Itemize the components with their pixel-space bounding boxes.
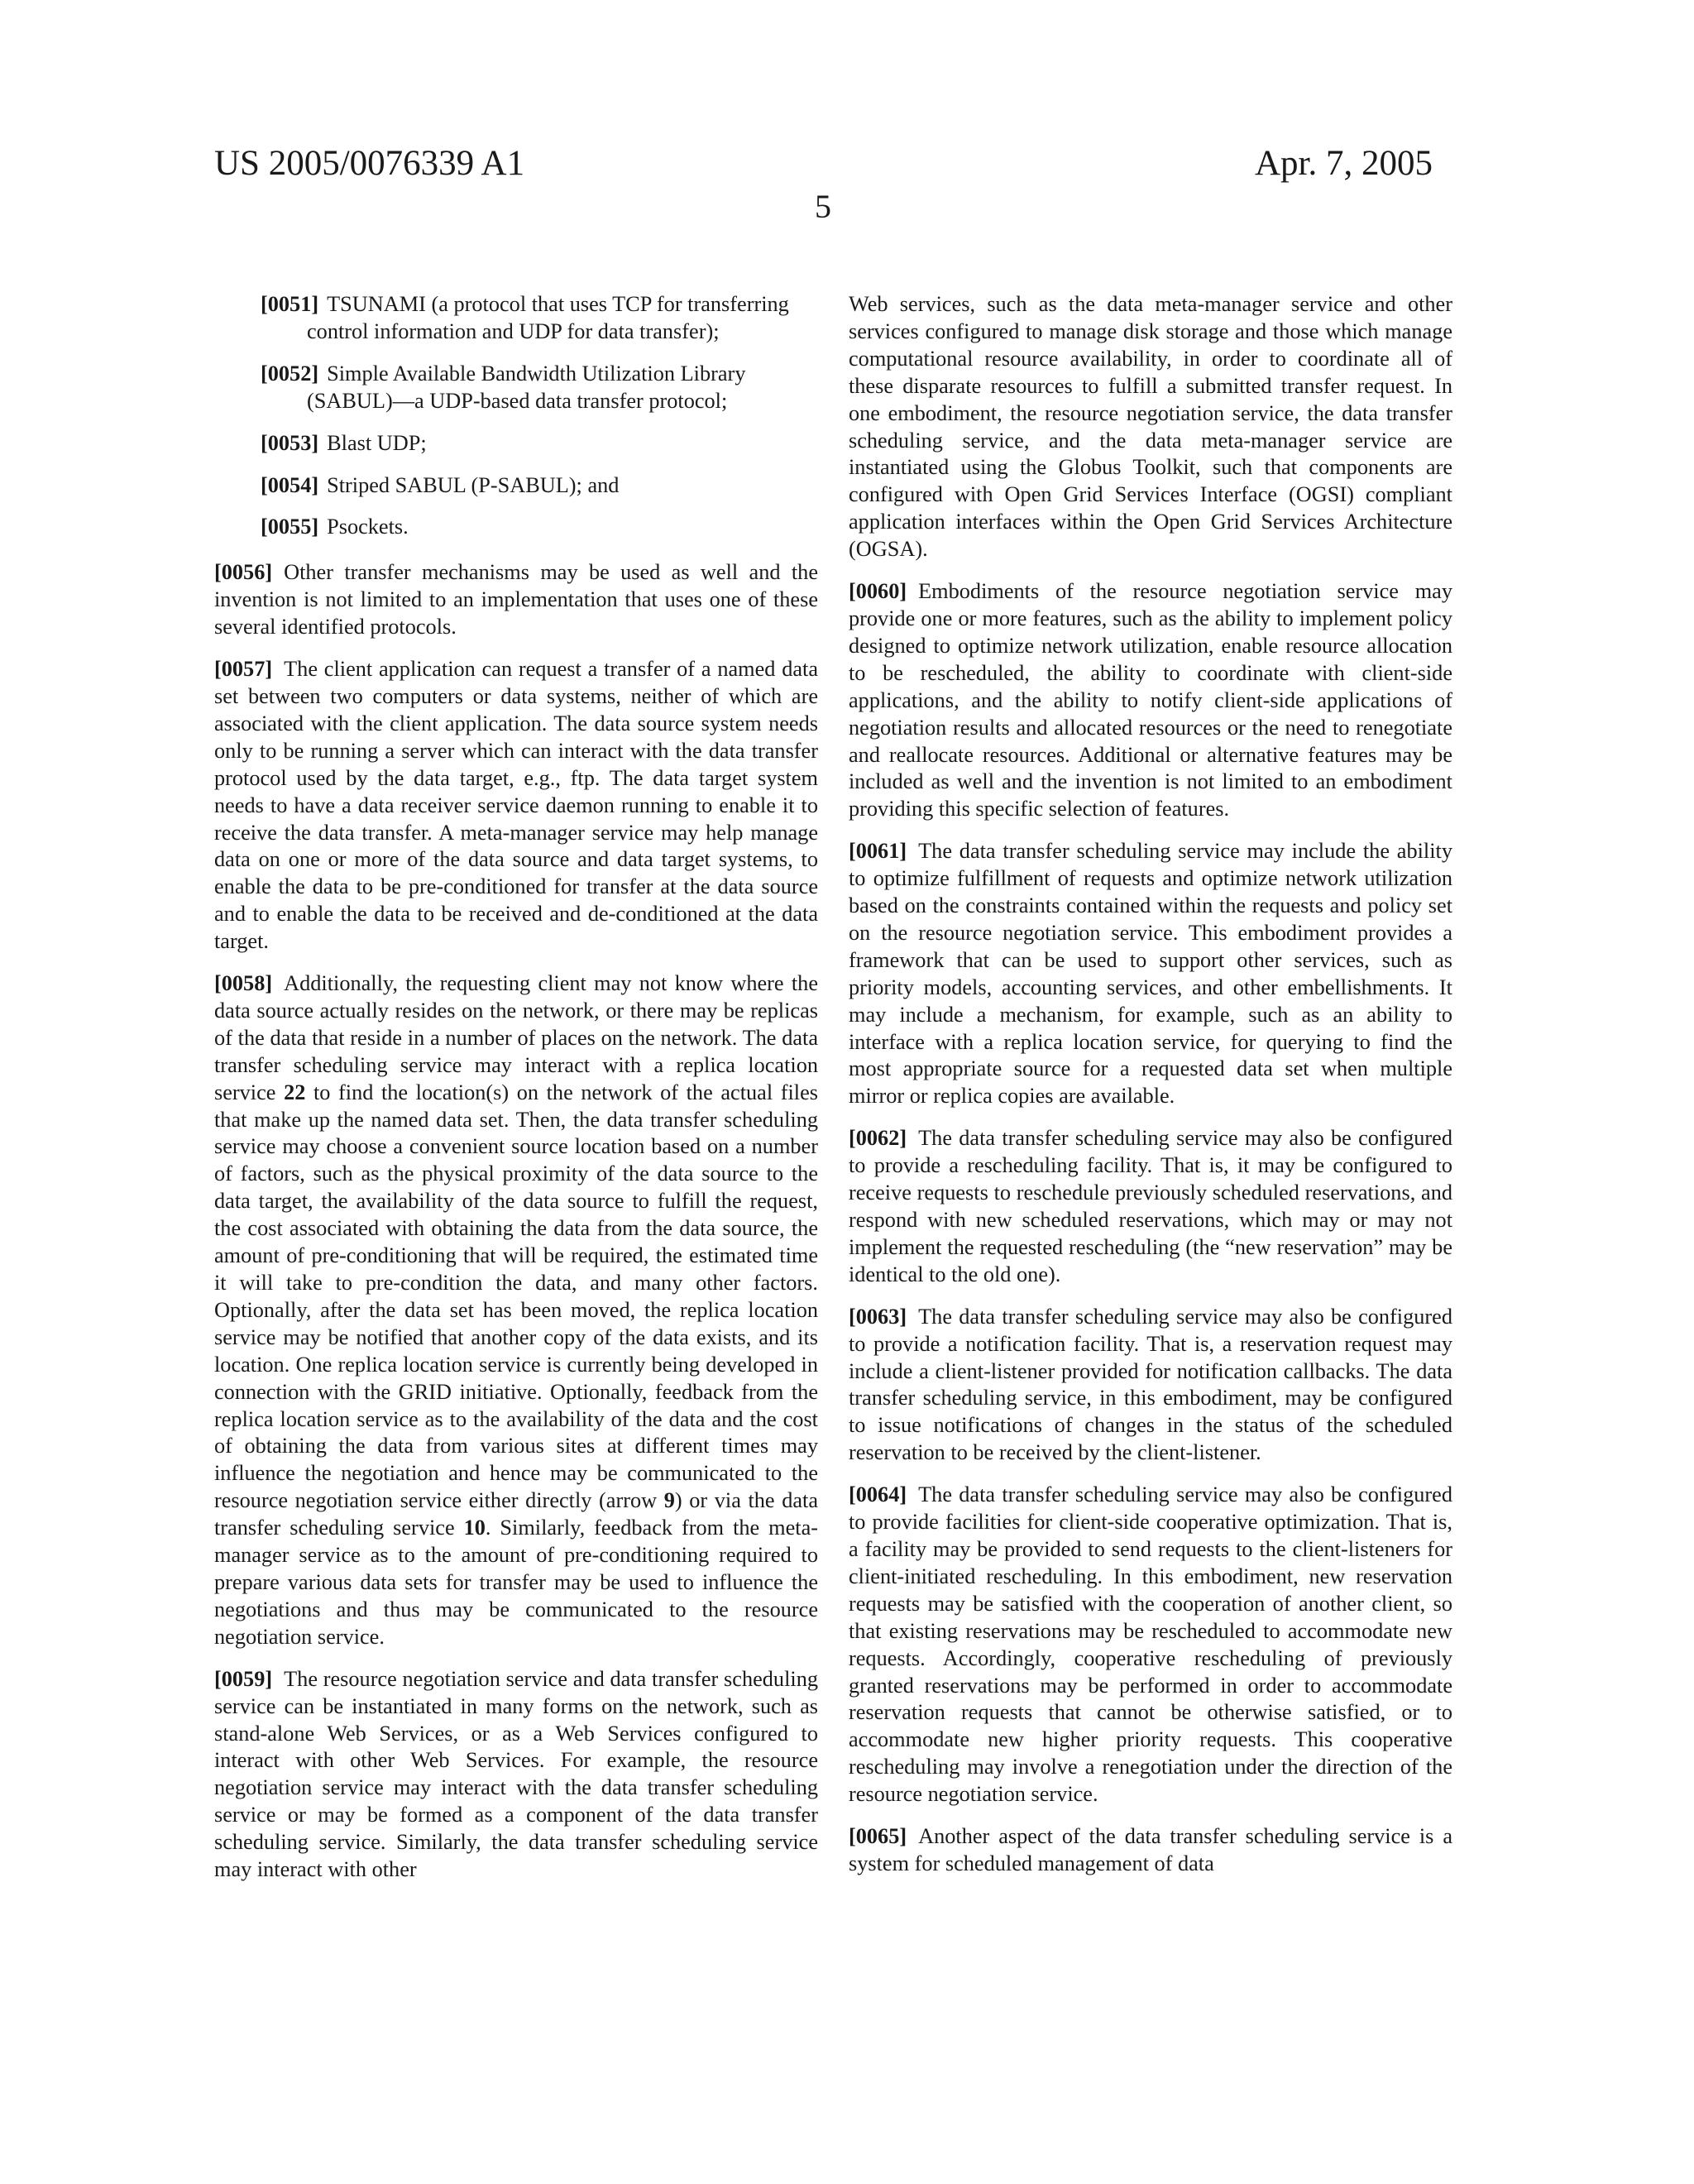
paragraph-number: [0058] <box>214 971 273 996</box>
paragraph-text: The data transfer scheduling service may also be configured to provide facilities for client-side cooperative optimization. That is, a facility may be provided to send requests to the client-listeners for client-initiated rescheduling. In this embodiment, new reservation requests may be satisfied with the cooperation of another client, so that existing reservations may be rescheduled to accommodate new requests. Accordingly, cooperative rescheduling of previously granted reservations may be performed in order to accommodate reservation requests that cannot be otherwise satisfied, or to accommodate new higher priority requests. This cooperative rescheduling may involve a renegotiation under the direction of the resource negotiation service. <box>849 1482 1452 1807</box>
paragraph-text: Simple Available Bandwidth Utilization Library (SABUL)—a UDP-based data transfer protocol; <box>307 361 746 413</box>
paragraph-text: Psockets. <box>327 515 409 539</box>
paragraph-text: The data transfer scheduling service may include the ability to optimize fulfillment of requests and optimize network utilization based on the constraints contained within the requests and policy set on the resource negotiation service. This embodiment provides a framework that can be used to support other services, such as priority models, accounting services, and other embellishments. It may include a mechanism, for example, such as an ability to interface with a replica location service, for querying to find the most appropriate source for a requested data set when multiple mirror or replica copies are available. <box>849 839 1452 1109</box>
paragraph-text: ) or via the data transfer scheduling service <box>214 1488 818 1540</box>
paragraph-text: Other transfer mechanisms may be used as well and the invention is not limited to an implementation that uses one of these several identified protocols. <box>214 560 818 639</box>
reference-numeral: 10 <box>463 1516 486 1540</box>
paragraph-text: Additionally, the requesting client may not know where the data source actually resides on the network, or there may be replicas of the data that reside in a number of places on the network. The data transfer scheduling service may interact with a replica location service <box>214 971 818 1104</box>
paragraph-0061 <box>849 838 1452 1110</box>
publication-date: Apr. 7, 2005 <box>1255 144 1433 183</box>
paragraph-0052 <box>261 361 818 415</box>
reference-numeral: 9 <box>663 1488 675 1513</box>
paragraph-number: [0051] <box>261 292 319 316</box>
paragraph-0057 <box>214 656 818 956</box>
paragraph-text: Embodiments of the resource negotiation service may provide one or more features, such as the ability to implement policy designed to optimize network utilization, enable resource allocation to be rescheduled, the ability to coordinate with client-side applications, and the ability to notify client-side applications of negotiation results and allocated resources or the need to renegotiate and reallocate resources. Additional or alternative features may be included as well and the invention is not limited to an embodiment providing this specific selection of features. <box>849 579 1452 821</box>
paragraph-number: [0065] <box>849 1824 907 1849</box>
paragraph-text: The client application can request a transfer of a named data set between two computers or data systems, neither of which are associated with the client application. The data source system needs only to be running a server which can interact with the data transfer protocol used by the data target, e.g., ftp. The data target system needs to have a data receiver service daemon running to enable it to receive the data transfer. A meta-manager service may help manage data on one or more of the data source and data target systems, to enable the data to be pre-conditioned for transfer at the data source and to enable the data to be received and de-conditioned at the data target. <box>214 657 818 954</box>
paragraph-text: Web services, such as the data meta-manager service and other services configured to manage disk storage and those which manage computational resource availability, in order to coordinate all of these disparate resources to fulfill a submitted transfer request. In one embodiment, the resource negotiation service, the data transfer scheduling service, and the data meta-manager service are instantiated using the Globus Toolkit, such that components are configured with Open Grid Services Interface (OGSI) compliant application interfaces within the Open Grid Services Architecture (OGSA). <box>849 292 1452 562</box>
paragraph-text: to find the location(s) on the network of the actual files that make up the named data set. Then, the data transfer scheduling service may choose a convenient source location based on a number of factors, such as the physical proximity of the data source to the data target, the availability of the data source to fulfill the request, the cost associated with obtaining the data from the data source, the amount of pre-conditioning that will be required, the estimated time it will take to pre-condition the data, and many other factors. Optionally, after the data set has been moved, the replica location service may be notified that another copy of the data exists, and its location. One replica location service is currently being developed in connection with the GRID initiative. Optionally, feedback from the replica location service as to the availability of the data and the cost of obtaining the data from various sites at different times may influence the negotiation and hence may be communicated to the resource negotiation service either directly (arrow <box>214 1080 818 1513</box>
paragraph-text: Blast UDP; <box>327 430 427 455</box>
paragraph-0051 <box>261 291 818 346</box>
paragraph-text: . Similarly, feedback from the meta-manager service as to the amount of pre-conditioning required to prepare various data sets for transfer may be used to influence the negotiations and thus may be communicated to the resource negotiation service. <box>214 1516 819 1649</box>
paragraph-text: The resource negotiation service and data transfer scheduling service can be instantiated in many forms on the network, such as stand-alone Web Services, or as a Web Services configured to interact with other Web Services. For example, the resource negotiation service may interact with the data transfer scheduling service or may be formed as a component of the data transfer scheduling service. Similarly, the data transfer scheduling service may interact with other <box>214 1666 818 1882</box>
paragraph-0060 <box>849 578 1452 823</box>
paragraph-text: TSUNAMI (a protocol that uses TCP for transferring control information and UDP for data transfer); <box>307 292 789 343</box>
paragraph-number: [0054] <box>261 472 319 497</box>
paragraph-text: Striped SABUL (P-SABUL); and <box>327 472 620 497</box>
paragraph-0064 <box>849 1482 1452 1808</box>
paragraph-0056 <box>214 559 818 641</box>
paragraph-number: [0062] <box>849 1126 907 1151</box>
paragraph-0062 <box>849 1125 1452 1288</box>
paragraph-text: The data transfer scheduling service may also be configured to provide a rescheduling facility. That is, it may be configured to receive requests to reschedule previously scheduled reservations, and respond with new scheduled reservations, which may or may not implement the requested rescheduling (the “new reservation” may be identical to the old one). <box>849 1126 1452 1286</box>
paragraph-0059 <box>214 1666 818 1884</box>
left-column <box>214 291 818 1884</box>
page-number: 5 <box>815 188 831 225</box>
reference-numeral: 22 <box>284 1080 306 1104</box>
paragraph-number: [0060] <box>849 579 907 604</box>
paragraph-number: [0055] <box>261 515 319 539</box>
paragraph-0053 <box>261 430 818 457</box>
right-column <box>849 291 1452 1878</box>
paragraph-text: Another aspect of the data transfer scheduling service is a system for scheduled management of data <box>849 1824 1452 1875</box>
paragraph-number: [0052] <box>261 361 319 386</box>
paragraph-0059-continued <box>849 291 1452 563</box>
paragraph-0058 <box>214 970 818 1651</box>
paragraph-number: [0059] <box>214 1666 273 1691</box>
paragraph-0063 <box>849 1304 1452 1467</box>
paragraph-0054 <box>261 472 818 500</box>
paragraph-text: The data transfer scheduling service may also be configured to provide a notification facility. That is, a reservation request may include a client-listener provided for notification callbacks. The data transfer scheduling service, in this embodiment, may be configured to issue notifications of changes in the status of the scheduled reservation to be received by the client-listener. <box>849 1304 1452 1465</box>
paragraph-number: [0061] <box>849 839 907 864</box>
paragraph-number: [0063] <box>849 1304 907 1329</box>
paragraph-number: [0064] <box>849 1482 907 1507</box>
paragraph-0065 <box>849 1823 1452 1878</box>
paragraph-number: [0057] <box>214 657 273 682</box>
paragraph-number: [0053] <box>261 430 319 455</box>
patent-number: US 2005/0076339 A1 <box>214 144 525 183</box>
paragraph-number: [0056] <box>214 560 273 585</box>
paragraph-0055 <box>261 514 818 541</box>
